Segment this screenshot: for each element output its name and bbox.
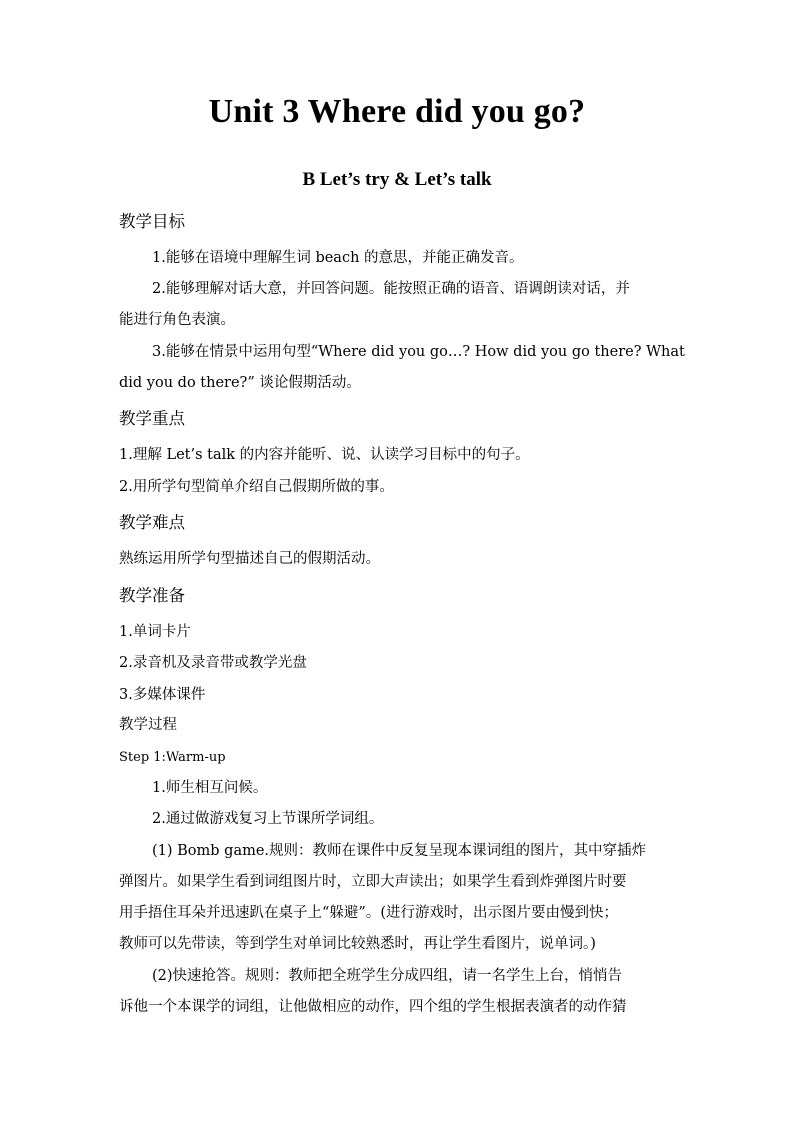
section-heading-difficulties: 教学难点 bbox=[119, 513, 185, 532]
objective-item: 2.能够理解对话大意，并回答问题。能按照正确的语音、语调朗读对话，并 bbox=[152, 281, 630, 297]
process-item: 1.师生相互问候。 bbox=[152, 780, 268, 796]
page-title: Unit 3 Where did you go? bbox=[208, 93, 586, 130]
process-item: 2.通过做游戏复习上节课所学词组。 bbox=[152, 811, 384, 827]
page-subtitle: B Let’s try & Let’s talk bbox=[302, 169, 492, 190]
section-heading-objectives: 教学目标 bbox=[119, 212, 185, 231]
process-item: 弹图片。如果学生看到词组图片时，立即大声读出；如果学生看到炸弹图片时要 bbox=[119, 874, 627, 890]
objective-item: 3.能够在情景中运用句型“Where did you go…? How did you go there? What bbox=[152, 344, 685, 360]
process-item: 诉他一个本课学的词组，让他做相应的动作，四个组的学生根据表演者的动作猜 bbox=[119, 999, 627, 1015]
difficulty-item: 熟练运用所学句型描述自己的假期活动。 bbox=[119, 551, 380, 567]
key-point-item: 2.用所学句型简单介绍自己假期所做的事。 bbox=[119, 479, 394, 495]
preparation-item: 3.多媒体课件 bbox=[119, 687, 206, 703]
key-point-item: 1.理解 Let’s talk 的内容并能听、说、认读学习目标中的句子。 bbox=[119, 447, 530, 463]
objective-item: 能进行角色表演。 bbox=[119, 312, 235, 328]
preparation-item: 1.单词卡片 bbox=[119, 624, 191, 640]
process-item: (2)快速抢答。规则：教师把全班学生分成四组，请一名学生上台，悄悄告 bbox=[152, 968, 623, 984]
process-item: 教师可以先带读，等到学生对单词比较熟悉时，再让学生看图片，说单词。) bbox=[119, 936, 596, 952]
objective-item: 1.能够在语境中理解生词 beach 的意思，并能正确发音。 bbox=[152, 250, 524, 266]
step-label: Step 1:Warm-up bbox=[119, 750, 226, 765]
section-heading-preparation: 教学准备 bbox=[119, 586, 185, 605]
section-heading-key-points: 教学重点 bbox=[119, 409, 185, 428]
section-heading-process: 教学过程 bbox=[119, 717, 177, 733]
process-item: 用手捂住耳朵并迅速趴在桌子上“躲避”。(进行游戏时，出示图片要由慢到快； bbox=[119, 905, 618, 921]
objective-item: did you do there?” 谈论假期活动。 bbox=[119, 375, 361, 391]
process-item: (1) Bomb game.规则：教师在课件中反复呈现本课词组的图片，其中穿插炸 bbox=[152, 843, 647, 859]
preparation-item: 2.录音机及录音带或教学光盘 bbox=[119, 655, 307, 671]
